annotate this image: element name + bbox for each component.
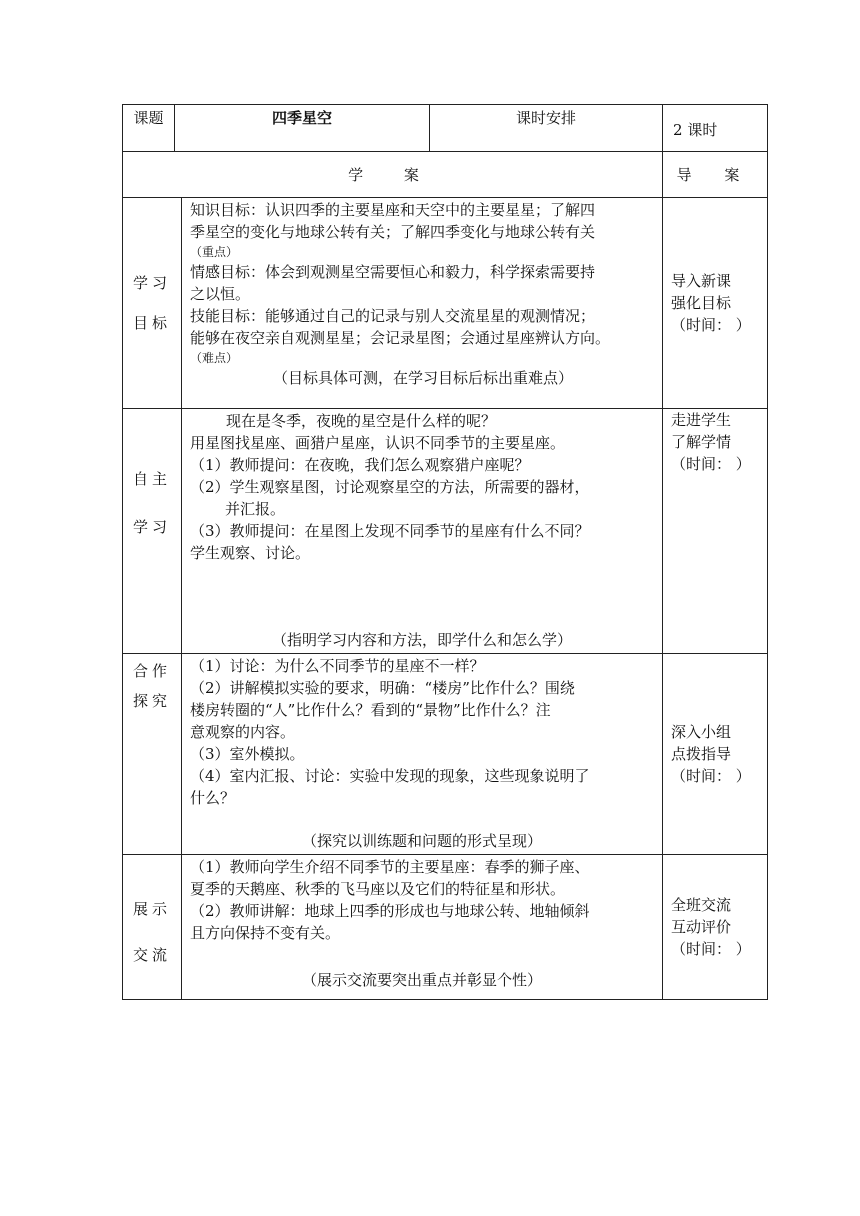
guide-line: 全班交流 — [671, 896, 732, 914]
guide-line: 导入新课 — [671, 272, 732, 290]
section-collaborative-inquiry — [123, 654, 768, 855]
section-label — [123, 409, 182, 654]
guide-line: 了解学情 — [671, 433, 732, 451]
guide-line: （时间： ） — [671, 455, 751, 473]
section-guide — [663, 198, 768, 409]
content-line: （1）讨论：为什么不同季节的星座不一样？ — [190, 657, 485, 675]
content-line: （2）学生观察星图，讨论观察星空的方法，所需要的器材， — [190, 478, 590, 496]
content-line: 现在是冬季，夜晚的星空是什么样的呢？ — [226, 412, 497, 430]
section-self-study — [123, 409, 768, 654]
content-line: 学生观察、讨论。 — [190, 544, 311, 562]
section-label — [123, 198, 182, 409]
content-line: 能够在夜空亲自观测星星；会记录星图；会通过星座辨认方向。 — [190, 329, 611, 347]
content-note: （目标具体可测，在学习目标后标出重难点） — [273, 369, 574, 387]
content-line: （重点） — [190, 245, 239, 259]
study-plan-header: 学 案 — [123, 152, 663, 198]
content-line: 楼房转圈的“人”比作什么？看到的“景物”比作什么？注 — [190, 701, 551, 719]
lesson-plan-table — [122, 104, 768, 1000]
content-line: 技能目标：能够通过自己的记录与别人交流星星的观测情况； — [190, 307, 596, 325]
content-line: 之以恒。 — [190, 285, 251, 303]
content-line: 并汇报。 — [225, 500, 286, 518]
content-line: （3）教师提问：在星图上发现不同季节的星座有什么不同？ — [190, 522, 590, 540]
section-label-text: 合作探究 — [132, 662, 171, 710]
section-content — [182, 409, 663, 654]
content-line: （1）教师向学生介绍不同季节的主要星座：春季的狮子座、 — [190, 858, 590, 876]
content-line: 用星图找星座、画猎户星座，认识不同季节的主要星座。 — [190, 434, 566, 452]
content-line: 什么？ — [190, 789, 236, 807]
section-presentation-exchange — [123, 855, 768, 1000]
header-row — [123, 105, 768, 152]
content-line: 意观察的内容。 — [190, 723, 296, 741]
topic-value: 四季星空 — [175, 105, 430, 152]
guide-line: 强化目标 — [671, 294, 732, 312]
content-line: （2）讲解模拟实验的要求，明确：“楼房”比作什么？围绕 — [190, 679, 575, 697]
section-content — [182, 198, 663, 409]
section-label-text: 学习目标 — [132, 274, 171, 332]
section-content — [182, 654, 663, 855]
content-line: （4）室内汇报、讨论：实验中发现的现象，这些现象说明了 — [190, 767, 590, 785]
guide-line: （时间： ） — [671, 940, 751, 958]
content-line: 情感目标：体会到观测星空需要恒心和毅力，科学探索需要持 — [190, 263, 596, 281]
column-header-row — [123, 152, 768, 198]
content-line: （2）教师讲解：地球上四季的形成也与地球公转、地轴倾斜 — [190, 902, 590, 920]
content-note: （展示交流要突出重点并彰显个性） — [302, 971, 543, 989]
guide-plan-header: 导 案 — [663, 152, 768, 198]
section-guide — [663, 855, 768, 1000]
guide-line: （时间： ） — [671, 767, 751, 785]
content-line: 季星空的变化与地球公转有关；了解四季变化与地球公转有关 — [190, 223, 596, 241]
topic-label: 课题 — [123, 105, 175, 152]
section-label — [123, 855, 182, 1000]
guide-line: 深入小组 — [671, 723, 732, 741]
content-line: 知识目标：认识四季的主要星座和天空中的主要星星；了解四 — [190, 201, 596, 219]
section-guide — [663, 654, 768, 855]
section-label — [123, 654, 182, 855]
section-learning-goals — [123, 198, 768, 409]
section-label-text: 自主学习 — [132, 470, 171, 536]
content-line: （难点） — [190, 351, 239, 365]
section-guide — [663, 409, 768, 654]
guide-line: （时间： ） — [671, 316, 751, 334]
content-line: （3）室外模拟。 — [190, 745, 305, 763]
content-line: 夏季的天鹅座、秋季的飞马座以及它们的特征星和形状。 — [190, 880, 566, 898]
guide-line: 互动评价 — [671, 918, 732, 936]
guide-line: 走进学生 — [671, 411, 732, 429]
schedule-value: 2 课时 — [663, 105, 768, 152]
schedule-label: 课时安排 — [430, 105, 663, 152]
content-line: （1）教师提问：在夜晚，我们怎么观察猎户座呢？ — [190, 456, 530, 474]
section-content — [182, 855, 663, 1000]
section-label-text: 展示交流 — [132, 900, 171, 964]
content-note: （探究以训练题和问题的形式呈现） — [302, 832, 543, 850]
content-line: 且方向保持不变有关。 — [190, 924, 341, 942]
guide-line: 点拨指导 — [671, 745, 732, 763]
content-note: （指明学习内容和方法，即学什么和怎么学） — [272, 631, 573, 649]
